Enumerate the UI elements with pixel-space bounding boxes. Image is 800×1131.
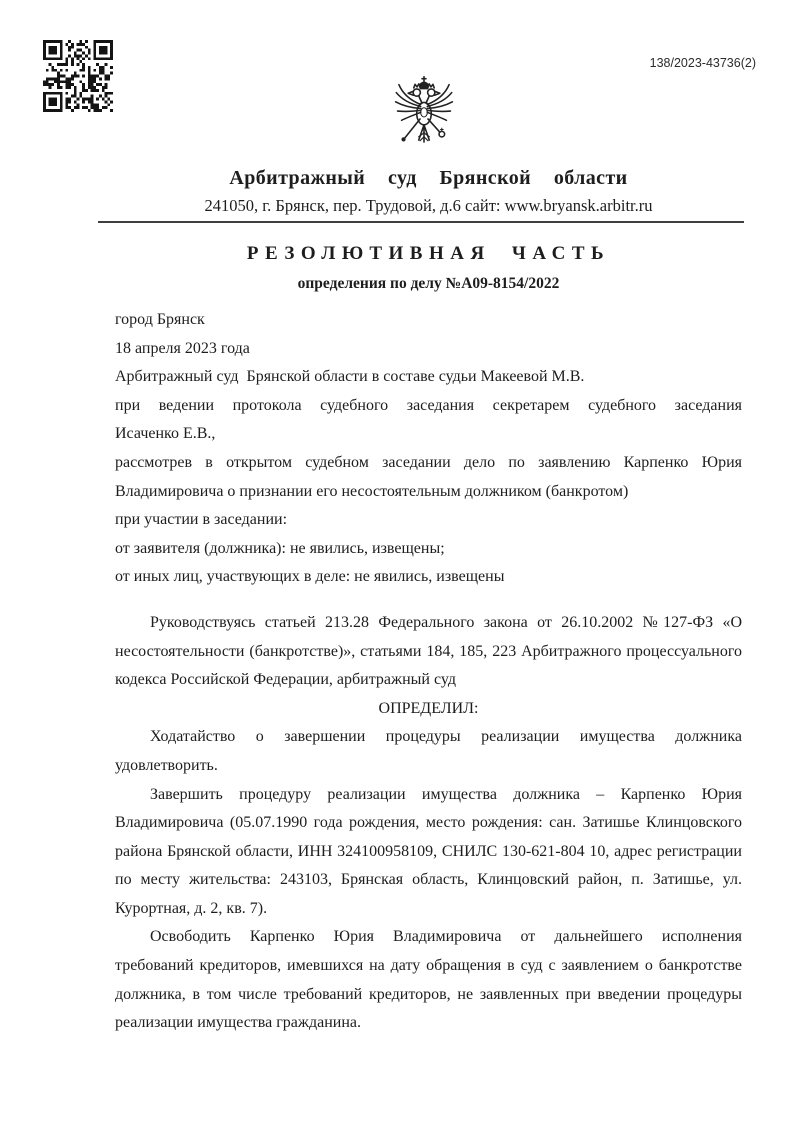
court-address: 241050, г. Брянск, пер. Трудовой, д.6 сайт: www.bryansk.arbitr.ru — [204, 196, 653, 215]
resolutive-part-title: РЕЗОЛЮТИВНАЯ ЧАСТЬ — [246, 243, 611, 264]
preamble-line: кодекса Российской Федерации, арбитражный суд — [115, 671, 456, 689]
preamble-line: несостоятельности (банкротстве)», статьями 184, 185, 223 Арбитражного процессуального — [115, 642, 742, 660]
attendance-line: от иных лиц, участвующих в деле: не явились, извещены — [115, 568, 505, 586]
protocol-line: при ведении протокола судебного заседания секретарем судебного заседания — [115, 396, 742, 414]
considered-line: рассмотрев в открытом судебном заседании дело по заявлению Карпенко Юрия — [115, 453, 742, 471]
ruling-line: по месту жительства: 243103, Брянская область, Клинцовский район, п. Затишье, ул. — [115, 871, 742, 889]
attendance-line: от заявителя (должника): не явились, извещены; — [115, 539, 445, 557]
russia-coat-of-arms-icon — [391, 74, 457, 156]
ruling-line: Владимировича (05.07.1990 года рождения, место рождения: сан. Затишье Клинцовского — [115, 814, 742, 832]
protocol-line: Исаченко Е.В., — [115, 425, 216, 443]
document-stamp-number: 138/2023-43736(2) — [649, 56, 756, 70]
ruling-line: района Брянской области, ИНН 324100958109, СНИЛС 130-621-804 10, адрес регистрации — [115, 842, 742, 860]
ruling-line: Освободить Карпенко Юрия Владимировича от дальнейшего исполнения — [150, 928, 742, 946]
document-body — [115, 306, 742, 1038]
ruling-line: Курортная, д. 2, кв. 7). — [115, 899, 268, 917]
ruling-line: требований кредиторов, имевшихся на дату обращения в суд с заявлением о банкротстве — [115, 957, 742, 975]
ruling-line: Ходатайство о завершении процедуры реализации имущества должника — [150, 728, 742, 746]
determined-heading: ОПРЕДЕЛИЛ: — [378, 699, 479, 717]
court-name: Арбитражный суд Брянской области — [229, 167, 628, 189]
ruling-line: Завершить процедуру реализации имущества должника – Карпенко Юрия — [150, 785, 742, 803]
attendance-heading: при участии в заседании: — [115, 511, 288, 529]
considered-line: Владимировича о признании его несостоятельным должником (банкротом) — [115, 482, 629, 500]
qr-code — [43, 40, 113, 112]
ruling-line: удовлетворить. — [115, 756, 218, 774]
court-composition-line: Арбитражный суд Брянской области в составе судьи Макеевой М.В. — [115, 368, 585, 386]
city-line: город Брянск — [115, 311, 205, 328]
date-line: 18 апреля 2023 года — [115, 339, 250, 357]
case-number-subtitle: определения по делу №А09-8154/2022 — [297, 275, 560, 292]
ruling-line: должника, в том числе требований кредиторов, не заявленных при введении процедуры — [115, 985, 742, 1003]
header-divider — [98, 221, 744, 223]
ruling-line: реализации имущества гражданина. — [115, 1014, 361, 1032]
preamble-line: Руководствуясь статьей 213.28 Федерального закона от 26.10.2002 №127-ФЗ «О — [150, 613, 742, 631]
